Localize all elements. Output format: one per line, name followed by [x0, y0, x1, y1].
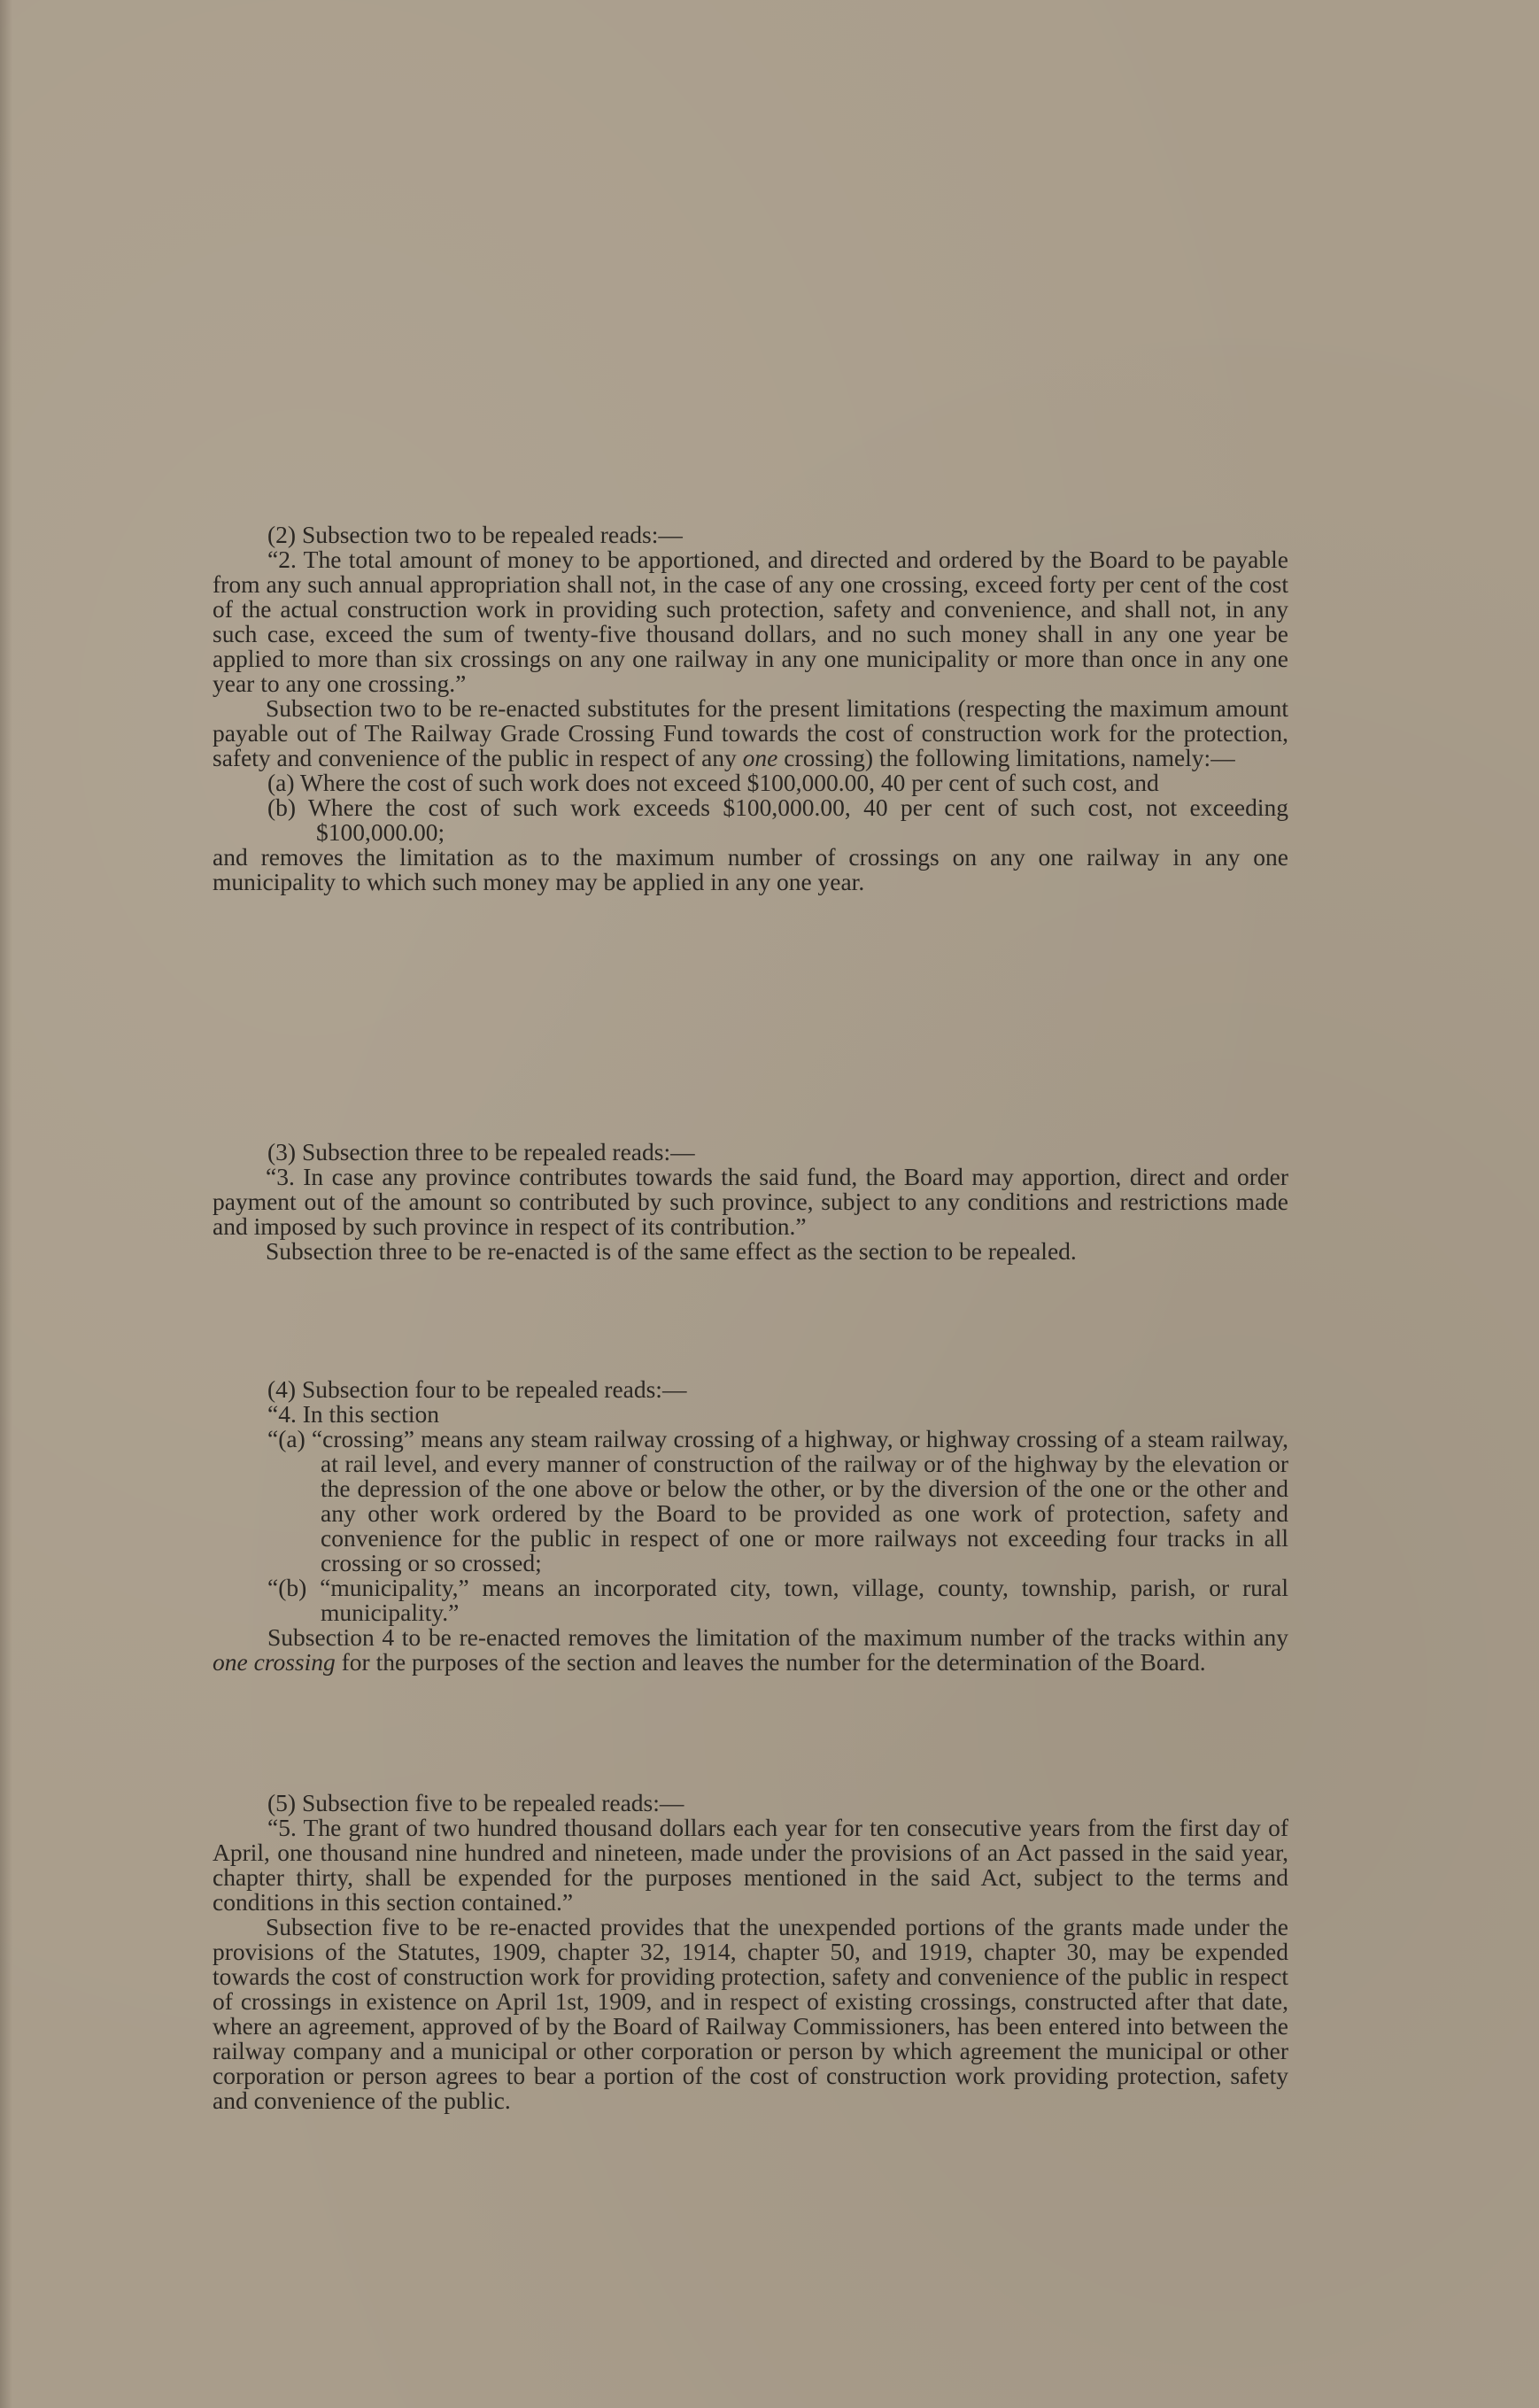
- definition-crossing: “(a) “crossing” means any steam railway crossing of a highway, or highway crossing of a steam railway, at rail level, and every manner of construction of the railway or of the highway by the elevation or the depression of the one above or below the other, or by the diversion of the one or the other and any other work ordered by the Board to be provided as one work of protection, safety and convenience for the public in respect of one or more railways not exceeding four tracks in all crossing or so crossed;: [267, 1425, 1288, 1576]
- section-heading: (3) Subsection three to be repealed reads:—: [267, 1138, 695, 1165]
- limitation-item-b: (b) Where the cost of such work exceeds $100,000.00, 40 per cent of such cost, not exceeding $100,000.00;: [267, 794, 1288, 846]
- page-edge-shadow: [0, 0, 12, 2408]
- section-subsection-two: [213, 523, 1288, 894]
- reenactment-summary: Subsection three to be re-enacted is of the same effect as the section to be repealed.: [266, 1237, 1077, 1265]
- emphasis-text: one crossing: [213, 1648, 336, 1676]
- section-heading: (5) Subsection five to be repealed reads:—: [267, 1789, 684, 1816]
- summary-text: for the purposes of the section and leaves the number for the determination of the Board.: [335, 1648, 1206, 1676]
- summary-text: Subsection 4 to be re-enacted removes the limitation of the maximum number of the tracks within any: [267, 1623, 1288, 1651]
- closing-paragraph: and removes the limitation as to the maximum number of crossings on any one railway in any one municipality to which such money may be applied in any one year.: [213, 843, 1288, 895]
- summary-text: crossing) the following limitations, namely:—: [777, 744, 1235, 771]
- quoted-provision: “2. The total amount of money to be apportioned, and directed and ordered by the Board to be payable from any such annual appropriation shall not, in the case of any one crossing, exceed forty per cent of the cost of the actual construction work in providing such protection, safety and convenience, and shall not, in any such case, exceed the sum of twenty-five thousand dollars, and no such money shall in any one year be applied to more than six crossings on any one railway in any one municipality or more than once in any one year to any one crossing.”: [213, 546, 1288, 697]
- section-heading: (2) Subsection two to be repealed reads:—: [267, 521, 683, 548]
- section-subsection-four: [213, 1377, 1288, 1675]
- emphasis-text: one: [742, 744, 778, 771]
- section-subsection-five: [213, 1791, 1288, 2113]
- summary-text: Subsection two to be re-enacted substitutes for the present limitations (respecting the maximum amount payable out of The Railway Grade Crossing Fund towards the cost of construction work for the protection, safety and convenience of the public in respect of any: [213, 694, 1288, 771]
- definition-municipality: “(b) “municipality,” means an incorporated city, town, village, county, township, parish, or rural municipality.”: [267, 1574, 1288, 1626]
- quoted-provision: “3. In case any province contributes towards the said fund, the Board may apportion, direct and order payment out of the amount so contributed by such province, subject to any conditions and restrictions made and imposed by such province in respect of its contribution.”: [213, 1163, 1288, 1240]
- limitation-item-a: (a) Where the cost of such work does not exceed $100,000.00, 40 per cent of such cost, and: [267, 769, 1159, 796]
- quoted-provision-lead: “4. In this section: [267, 1400, 439, 1428]
- reenactment-summary: [213, 1625, 1288, 1675]
- reenactment-summary: [213, 696, 1288, 770]
- reenactment-summary: Subsection five to be re-enacted provides that the unexpended portions of the grants made under the provisions of the Statutes, 1909, chapter 32, 1914, chapter 50, and 1919, chapter 30, may be expended towards the cost of construction work for providing protection, safety and convenience of the public in respect of crossings in existence on April 1st, 1909, and in respect of existing crossings, constructed after that date, where an agreement, approved of by the Board of Railway Commissioners, has been entered into between the railway company and a municipal or other corporation or person by which agreement the municipal or other corporation or person agrees to bear a portion of the cost of construction work providing protection, safety and convenience of the public.: [213, 1913, 1288, 2114]
- quoted-provision: “5. The grant of two hundred thousand dollars each year for ten consecutive years from the first day of April, one thousand nine hundred and nineteen, made under the provisions of an Act passed in the said year, chapter thirty, shall be expended for the purposes mentioned in the said Act, subject to the terms and conditions in this section contained.”: [213, 1814, 1288, 1916]
- section-subsection-three: [213, 1140, 1288, 1264]
- section-heading: (4) Subsection four to be repealed reads:—: [267, 1375, 687, 1403]
